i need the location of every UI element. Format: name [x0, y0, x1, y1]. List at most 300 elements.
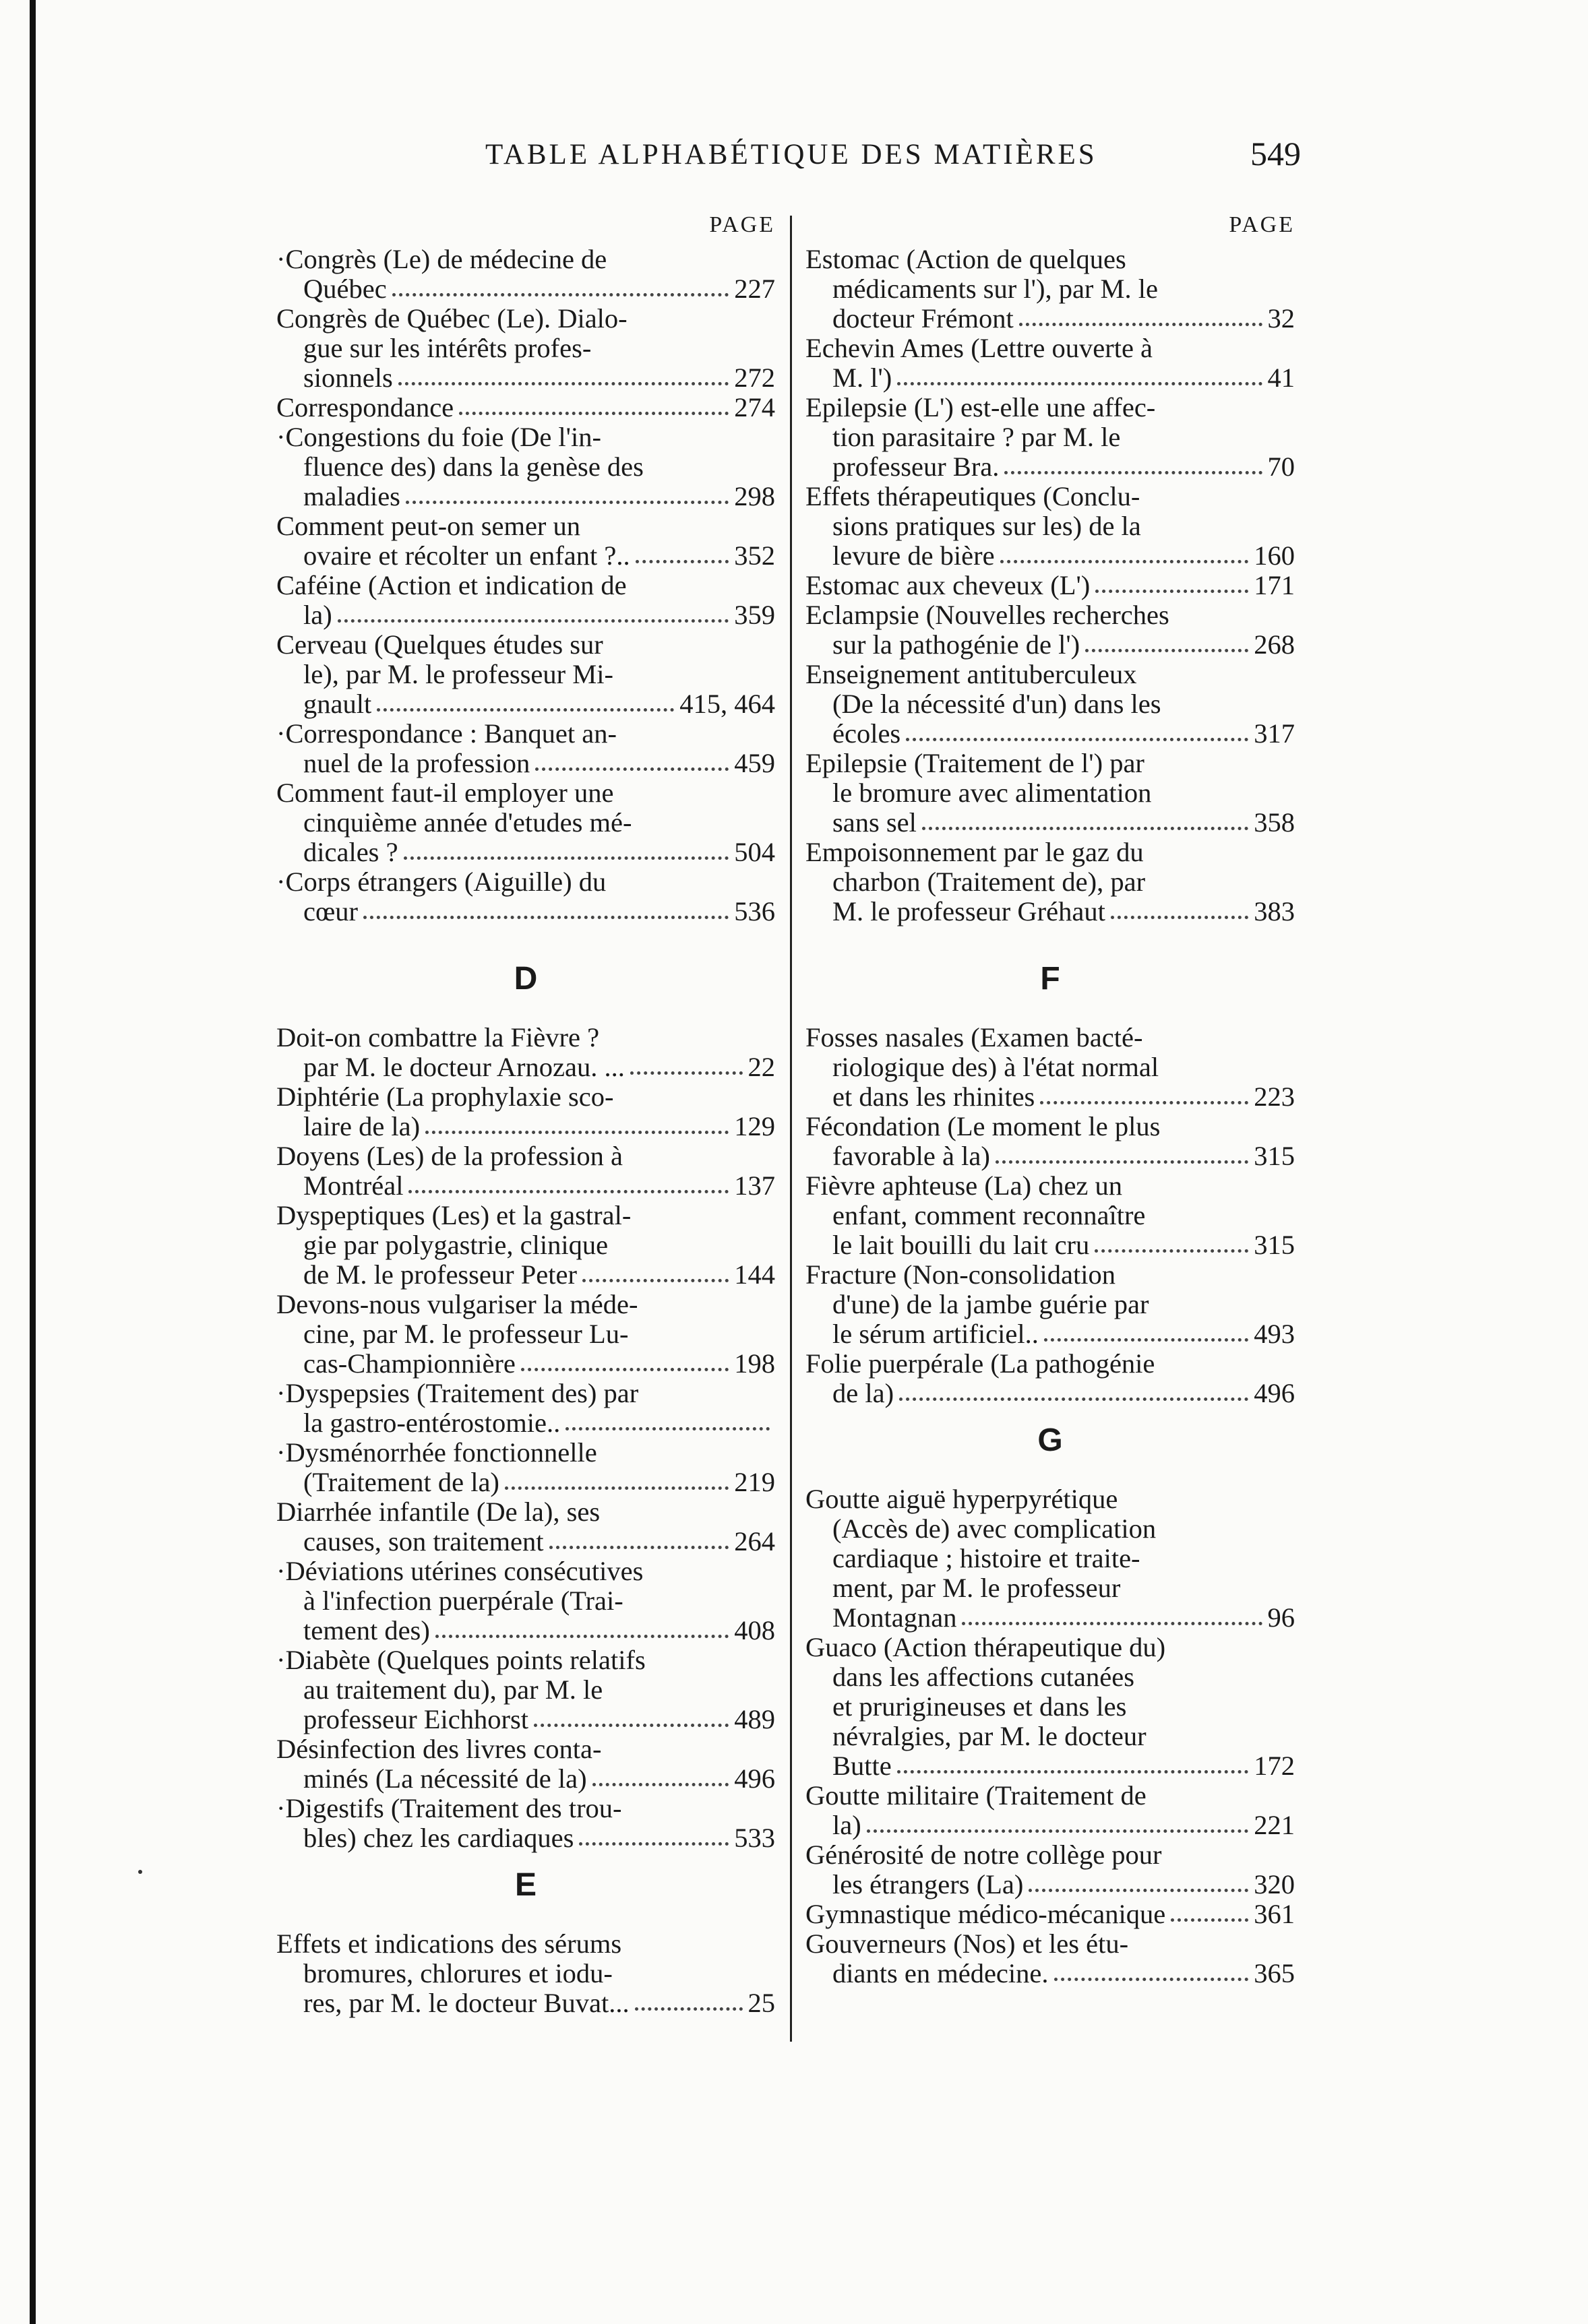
dot-leader [897, 1770, 1249, 1773]
entry-line: cine, par M. le professeur Lu- [303, 1319, 629, 1349]
index-entry [805, 660, 1295, 749]
dot-leader [566, 1427, 770, 1431]
entry-page-number: 268 [1254, 630, 1295, 660]
entry-line: d'une) de la jambe guérie par [832, 1290, 1149, 1319]
index-entry [805, 838, 1295, 927]
entry-line [805, 1082, 1295, 1112]
index-entry [805, 1260, 1295, 1349]
dot-leader [534, 1724, 729, 1727]
dot-leader [592, 1783, 729, 1786]
entry-line: (Accès de) avec complication [832, 1514, 1157, 1544]
entry-text: professeur Bra. [832, 452, 1000, 482]
dot-leader [459, 412, 729, 415]
entry-text: levure de bière [832, 541, 995, 571]
entry-line: et prurigineuses et dans les [832, 1692, 1127, 1722]
entry-line: fluence des) dans la genèse des [303, 452, 644, 482]
entry-line: Dyspeptiques (Les) et la gastral- [276, 1201, 632, 1230]
entry-page-number: 408 [734, 1616, 775, 1645]
page-column-label: PAGE [709, 212, 775, 237]
entry-text: sur la pathogénie de l') [832, 630, 1080, 660]
entry-page-number: 219 [734, 1468, 775, 1497]
index-entry [805, 482, 1295, 571]
entry-text: res, par M. le docteur Buvat... [303, 1988, 630, 2018]
dot-leader [1029, 1889, 1248, 1892]
entry-line: Doyens (Les) de la profession à [276, 1141, 623, 1171]
index-entry [276, 719, 775, 778]
dot-leader [636, 560, 729, 563]
index-entry [805, 1171, 1295, 1260]
entry-line [276, 1260, 775, 1290]
entry-line [805, 1899, 1295, 1929]
entry-line: ·Congrès (Le) de médecine de [276, 245, 607, 274]
entry-line: cardiaque ; histoire et traite- [832, 1544, 1140, 1573]
entry-page-number: 41 [1267, 363, 1295, 393]
entry-line [805, 719, 1295, 749]
entry-line: Gouverneurs (Nos) et les étu- [805, 1929, 1129, 1959]
index-entry [805, 334, 1295, 393]
entry-text: de M. le professeur Peter [303, 1260, 577, 1290]
entry-line: charbon (Traitement de), par [832, 867, 1146, 897]
index-entry [276, 1497, 775, 1557]
entry-line [805, 1379, 1295, 1408]
dot-leader [1111, 916, 1248, 919]
entry-text: minés (La nécessité de la) [303, 1764, 587, 1794]
entry-line: Devons-nous vulgariser la méde- [276, 1290, 638, 1319]
section-letter: G [1037, 1422, 1063, 1458]
index-entry [276, 393, 775, 422]
index-entry [276, 1201, 775, 1290]
entry-line [276, 749, 775, 778]
entry-line [276, 541, 775, 571]
entry-page-number: 96 [1267, 1603, 1295, 1633]
entry-text: la) [303, 600, 332, 630]
dot-leader [1044, 1338, 1248, 1342]
page-column-label: PAGE [1229, 212, 1295, 237]
dot-leader [406, 501, 729, 504]
entry-text: dicales ? [303, 838, 398, 867]
index-entry [276, 1929, 775, 2018]
entry-page-number: 298 [734, 482, 775, 511]
entry-line [276, 1408, 775, 1438]
entry-line: Enseignement antituberculeux [805, 660, 1137, 689]
entry-line: ·Congestions du foie (De l'in- [276, 422, 601, 452]
dot-leader [1085, 649, 1248, 652]
index-entry [805, 1929, 1295, 1988]
entry-line [276, 1112, 775, 1141]
entry-line: gue sur les intérêts profes- [303, 334, 592, 363]
entry-page-number: 264 [734, 1527, 775, 1557]
dot-leader [338, 619, 729, 623]
dot-leader [535, 767, 729, 771]
entry-line: Cerveau (Quelques études sur [276, 630, 603, 660]
index-entry [276, 1082, 775, 1141]
dot-leader [408, 1190, 729, 1193]
entry-text: le sérum artificiel.. [832, 1319, 1039, 1349]
index-column-left [276, 212, 775, 2018]
entry-text: favorable à la) [832, 1141, 990, 1171]
dot-leader [906, 738, 1248, 741]
entry-text: Québec [303, 274, 387, 304]
section-gap [805, 927, 1295, 960]
entry-line [276, 1705, 775, 1734]
entry-line: Epilepsie (L') est-elle une affec- [805, 393, 1156, 422]
entry-page-number: 227 [734, 274, 775, 304]
entry-page-number: 25 [747, 1988, 775, 2018]
entry-line: Fièvre aphteuse (La) chez un [805, 1171, 1123, 1201]
section-gap [805, 1459, 1295, 1484]
entry-text: docteur Frémont [832, 304, 1014, 334]
entry-line: dans les affections cutanées [832, 1662, 1134, 1692]
dot-leader [867, 1829, 1249, 1833]
entry-text: sans sel [832, 808, 917, 838]
left-groups [276, 245, 775, 2018]
entry-line [805, 1230, 1295, 1260]
entry-page-number: 198 [734, 1349, 775, 1379]
entry-line: Fécondation (Le moment le plus [805, 1112, 1161, 1141]
entry-line [276, 1468, 775, 1497]
entry-line: Fosses nasales (Examen bacté- [805, 1023, 1143, 1053]
entry-page-number: 272 [734, 363, 775, 393]
entry-line: médicaments sur l'), par M. le [832, 274, 1159, 304]
dot-leader [579, 1842, 729, 1846]
entry-line: ·Diabète (Quelques points relatifs [276, 1645, 646, 1675]
index-entry [276, 1557, 775, 1645]
index-entry [805, 1023, 1295, 1112]
dot-leader [1054, 1978, 1249, 1981]
index-entry [805, 1781, 1295, 1840]
index-entry [276, 245, 775, 304]
dot-leader [377, 708, 674, 712]
entry-line: Folie puerpérale (La pathogénie [805, 1349, 1155, 1379]
entry-page-number: 415, 464 [679, 689, 775, 719]
entry-line [276, 363, 775, 393]
entry-page-number: 533 [734, 1823, 775, 1853]
entry-line [276, 1764, 775, 1794]
entry-line: Empoisonnement par le gaz du [805, 838, 1144, 867]
dot-leader [582, 1279, 729, 1282]
entry-page-number: 137 [734, 1171, 775, 1201]
entry-line [805, 1959, 1295, 1988]
dot-leader [392, 293, 729, 296]
index-entry [276, 304, 775, 393]
entry-text: cas-Championnière [303, 1349, 516, 1379]
entry-line: Guaco (Action thérapeutique du) [805, 1633, 1166, 1662]
column-divider [790, 216, 792, 2042]
index-entry [276, 1379, 775, 1438]
entry-text: (Traitement de la) [303, 1468, 499, 1497]
entry-line [276, 1171, 775, 1201]
entry-line [276, 1053, 775, 1082]
entry-line: sions pratiques sur les) de la [832, 511, 1141, 541]
entry-line: cinquième année d'etudes mé- [303, 808, 632, 838]
entry-line: Echevin Ames (Lettre ouverte à [805, 334, 1153, 363]
entry-line [276, 274, 775, 304]
entry-text: Montréal [303, 1171, 404, 1201]
entry-line [276, 1349, 775, 1379]
entry-page-number: 317 [1254, 719, 1295, 749]
entry-text: M. l') [832, 363, 892, 393]
running-title: TABLE ALPHABÉTIQUE DES MATIÈRES [485, 139, 1097, 170]
entry-page-number: 496 [1254, 1379, 1295, 1408]
entry-line: bromures, chlorures et iodu- [303, 1959, 613, 1988]
entry-page-number: 496 [734, 1764, 775, 1794]
entry-line: Effets et indications des sérums [276, 1929, 622, 1959]
dot-leader [1004, 471, 1262, 474]
index-entry [805, 1349, 1295, 1408]
entry-line: Diphtérie (La prophylaxie sco- [276, 1082, 614, 1112]
dot-leader [1095, 1249, 1248, 1253]
index-entry [276, 511, 775, 571]
entry-line [805, 1751, 1295, 1781]
section-letter: F [1040, 961, 1060, 997]
index-entry [276, 1141, 775, 1201]
index-entry [276, 778, 775, 867]
entry-line: Congrès de Québec (Le). Dialo- [276, 304, 628, 334]
entry-text: écoles [832, 719, 901, 749]
entry-page-number: 320 [1254, 1870, 1295, 1899]
entry-line: riologique des) à l'état normal [832, 1053, 1159, 1082]
entry-line: Eclampsie (Nouvelles recherches [805, 600, 1169, 630]
section-gap [805, 1408, 1295, 1422]
entry-line: gie par polygastrie, clinique [303, 1230, 609, 1260]
entry-line [805, 541, 1295, 571]
index-entry [805, 571, 1295, 600]
index-entry [276, 867, 775, 927]
entry-line [805, 1319, 1295, 1349]
entry-line [276, 1823, 775, 1853]
entry-line [805, 808, 1295, 838]
index-entry [276, 571, 775, 630]
entry-text: causes, son traitement [303, 1527, 544, 1557]
entry-text: nuel de la profession [303, 749, 530, 778]
dot-leader [996, 1160, 1248, 1164]
dot-leader [398, 382, 729, 385]
entry-page-number: 223 [1254, 1082, 1295, 1112]
entry-text: diants en médecine. [832, 1959, 1049, 1988]
entry-line: ·Correspondance : Banquet an- [276, 719, 617, 749]
entry-text: Estomac aux cheveux (L') [805, 571, 1091, 600]
page-number: 549 [1250, 135, 1301, 172]
dot-leader [630, 1071, 743, 1075]
index-entry [805, 1899, 1295, 1929]
index-entry [276, 1023, 775, 1082]
entry-line [276, 393, 775, 422]
section-gap [276, 1904, 775, 1929]
entry-line: enfant, comment reconnaître [832, 1201, 1146, 1230]
section-gap [805, 997, 1295, 1023]
entry-line: Comment peut-on semer un [276, 511, 581, 541]
entry-text: bles) chez les cardiaques [303, 1823, 574, 1853]
entry-line [805, 897, 1295, 927]
section-gap [276, 997, 775, 1023]
index-entry [805, 393, 1295, 482]
entry-page-number: 221 [1254, 1811, 1295, 1840]
dot-leader [1040, 1101, 1248, 1104]
dot-leader [1019, 323, 1262, 326]
entry-line: Estomac (Action de quelques [805, 245, 1126, 274]
entry-text: de la) [832, 1379, 894, 1408]
entry-line: ·Dyspepsies (Traitement des) par [276, 1379, 639, 1408]
index-entry [805, 1484, 1295, 1633]
entry-line: ·Déviations utérines consécutives [276, 1557, 644, 1586]
entry-text: ovaire et récolter un enfant ?.. [303, 541, 630, 571]
dot-leader [404, 856, 729, 860]
binding-edge-line [30, 0, 36, 2324]
entry-page-number: 32 [1267, 304, 1295, 334]
index-entry [276, 422, 775, 511]
entry-page-number: 70 [1267, 452, 1295, 482]
entry-text: la gastro-entérostomie.. [303, 1408, 561, 1438]
entry-line: Désinfection des livres conta- [276, 1734, 602, 1764]
entry-page-number: 358 [1254, 808, 1295, 838]
dot-leader [425, 1131, 729, 1134]
entry-line: ment, par M. le professeur [832, 1573, 1121, 1603]
entry-page-number: 129 [734, 1112, 775, 1141]
dot-leader [922, 827, 1248, 830]
entry-line: ·Dysménorrhée fonctionnelle [276, 1438, 597, 1468]
entry-line: Goutte militaire (Traitement de [805, 1781, 1147, 1811]
entry-text: le lait bouilli du lait cru [832, 1230, 1090, 1260]
entry-page-number: 171 [1254, 571, 1295, 600]
entry-line [805, 1870, 1295, 1899]
entry-page-number: 383 [1254, 897, 1295, 927]
entry-line [276, 897, 775, 927]
entry-page-number: 359 [734, 600, 775, 630]
entry-line [805, 571, 1295, 600]
entry-page-number: 22 [747, 1053, 775, 1082]
dot-leader [635, 2007, 743, 2011]
index-entry [805, 245, 1295, 334]
entry-line [276, 600, 775, 630]
entry-text: Montagnan [832, 1603, 957, 1633]
entry-line: Comment faut-il employer une [276, 778, 614, 808]
entry-line: Générosité de notre collège pour [805, 1840, 1162, 1870]
entry-text: par M. le docteur Arnozau. ... [303, 1053, 625, 1082]
entry-page-number: 352 [734, 541, 775, 571]
dot-leader [962, 1622, 1262, 1625]
entry-line: Diarrhée infantile (De la), ses [276, 1497, 601, 1527]
entry-line: ·Digestifs (Traitement des trou- [276, 1794, 622, 1823]
index-entry [276, 1734, 775, 1794]
entry-page-number: 172 [1254, 1751, 1295, 1781]
entry-line: au traitement du), par M. le [303, 1675, 603, 1705]
entry-line [276, 1988, 775, 2018]
index-entry [805, 1840, 1295, 1899]
entry-line: le bromure avec alimentation [832, 778, 1152, 808]
entry-line: Caféine (Action et indication de [276, 571, 627, 600]
entry-line: Epilepsie (Traitement de l') par [805, 749, 1144, 778]
entry-page-number: 274 [734, 393, 775, 422]
entry-line [805, 630, 1295, 660]
entry-text: tement des) [303, 1616, 430, 1645]
index-entry [276, 630, 775, 719]
entry-page-number: 315 [1254, 1141, 1295, 1171]
entry-line [805, 452, 1295, 482]
entry-text: gnault [303, 689, 372, 719]
entry-text: sionnels [303, 363, 393, 393]
entry-text: Gymnastique médico-mécanique [805, 1899, 1166, 1929]
entry-line [805, 1603, 1295, 1633]
dot-leader [505, 1486, 729, 1490]
entry-line [276, 1616, 775, 1645]
section-letter: E [514, 1867, 537, 1903]
dot-leader [521, 1368, 729, 1371]
entry-page-number: 365 [1254, 1959, 1295, 1988]
entry-line: névralgies, par M. le docteur [832, 1722, 1147, 1751]
index-entry [276, 1438, 775, 1497]
index-entry [805, 1633, 1295, 1781]
dot-leader [897, 382, 1262, 385]
dot-leader [1171, 1918, 1248, 1922]
entry-line [276, 689, 775, 719]
dot-leader [363, 916, 729, 919]
entry-line: (De la nécessité d'un) dans les [832, 689, 1161, 719]
entry-line [805, 304, 1295, 334]
index-entry [805, 1112, 1295, 1171]
dot-leader [1000, 560, 1249, 563]
entry-text: cœur [303, 897, 358, 927]
index-entry [805, 600, 1295, 660]
entry-page-number: 361 [1254, 1899, 1295, 1929]
entry-line: à l'infection puerpérale (Trai- [303, 1586, 623, 1616]
dot-leader [435, 1635, 729, 1638]
ink-speck [138, 1870, 142, 1874]
entry-line [805, 1141, 1295, 1171]
entry-page-number: 489 [734, 1705, 775, 1734]
entry-page-number: 315 [1254, 1230, 1295, 1260]
entry-line: Goutte aiguë hyperpyrétique [805, 1484, 1118, 1514]
entry-page-number: 504 [734, 838, 775, 867]
entry-line: tion parasitaire ? par M. le [832, 422, 1121, 452]
entry-page-number: 493 [1254, 1319, 1295, 1349]
index-entry [276, 1645, 775, 1734]
entry-text: Butte [832, 1751, 892, 1781]
entry-line [276, 1527, 775, 1557]
entry-text: les étrangers (La) [832, 1870, 1024, 1899]
entry-text: la) [832, 1811, 861, 1840]
entry-text: maladies [303, 482, 400, 511]
entry-page-number: 144 [734, 1260, 775, 1290]
right-groups [805, 245, 1295, 1988]
section-letter: D [514, 961, 538, 997]
entry-line [805, 1811, 1295, 1840]
entry-text: laire de la) [303, 1112, 421, 1141]
dot-leader [899, 1397, 1248, 1401]
index-column-right [805, 212, 1295, 1988]
entry-text: professeur Eichhorst [303, 1705, 529, 1734]
entry-line: le), par M. le professeur Mi- [303, 660, 613, 689]
index-entry [805, 749, 1295, 838]
page-header [283, 135, 1301, 179]
entry-text: M. le professeur Gréhaut [832, 897, 1105, 927]
entry-page-number: 459 [734, 749, 775, 778]
section-gap [276, 927, 775, 960]
entry-line [805, 363, 1295, 393]
section-gap [276, 1853, 775, 1866]
entry-line [276, 482, 775, 511]
entry-page-number: 160 [1254, 541, 1295, 571]
entry-line: ·Corps étrangers (Aiguille) du [276, 867, 607, 897]
entry-text: et dans les rhinites [832, 1082, 1035, 1112]
dot-leader [549, 1546, 729, 1549]
entry-text: Correspondance [276, 393, 454, 422]
entry-page-number: 536 [734, 897, 775, 927]
index-entry [276, 1794, 775, 1853]
index-entry [276, 1290, 775, 1379]
entry-line [276, 838, 775, 867]
dot-leader [1095, 590, 1248, 593]
entry-line: Doit-on combattre la Fièvre ? [276, 1023, 600, 1053]
